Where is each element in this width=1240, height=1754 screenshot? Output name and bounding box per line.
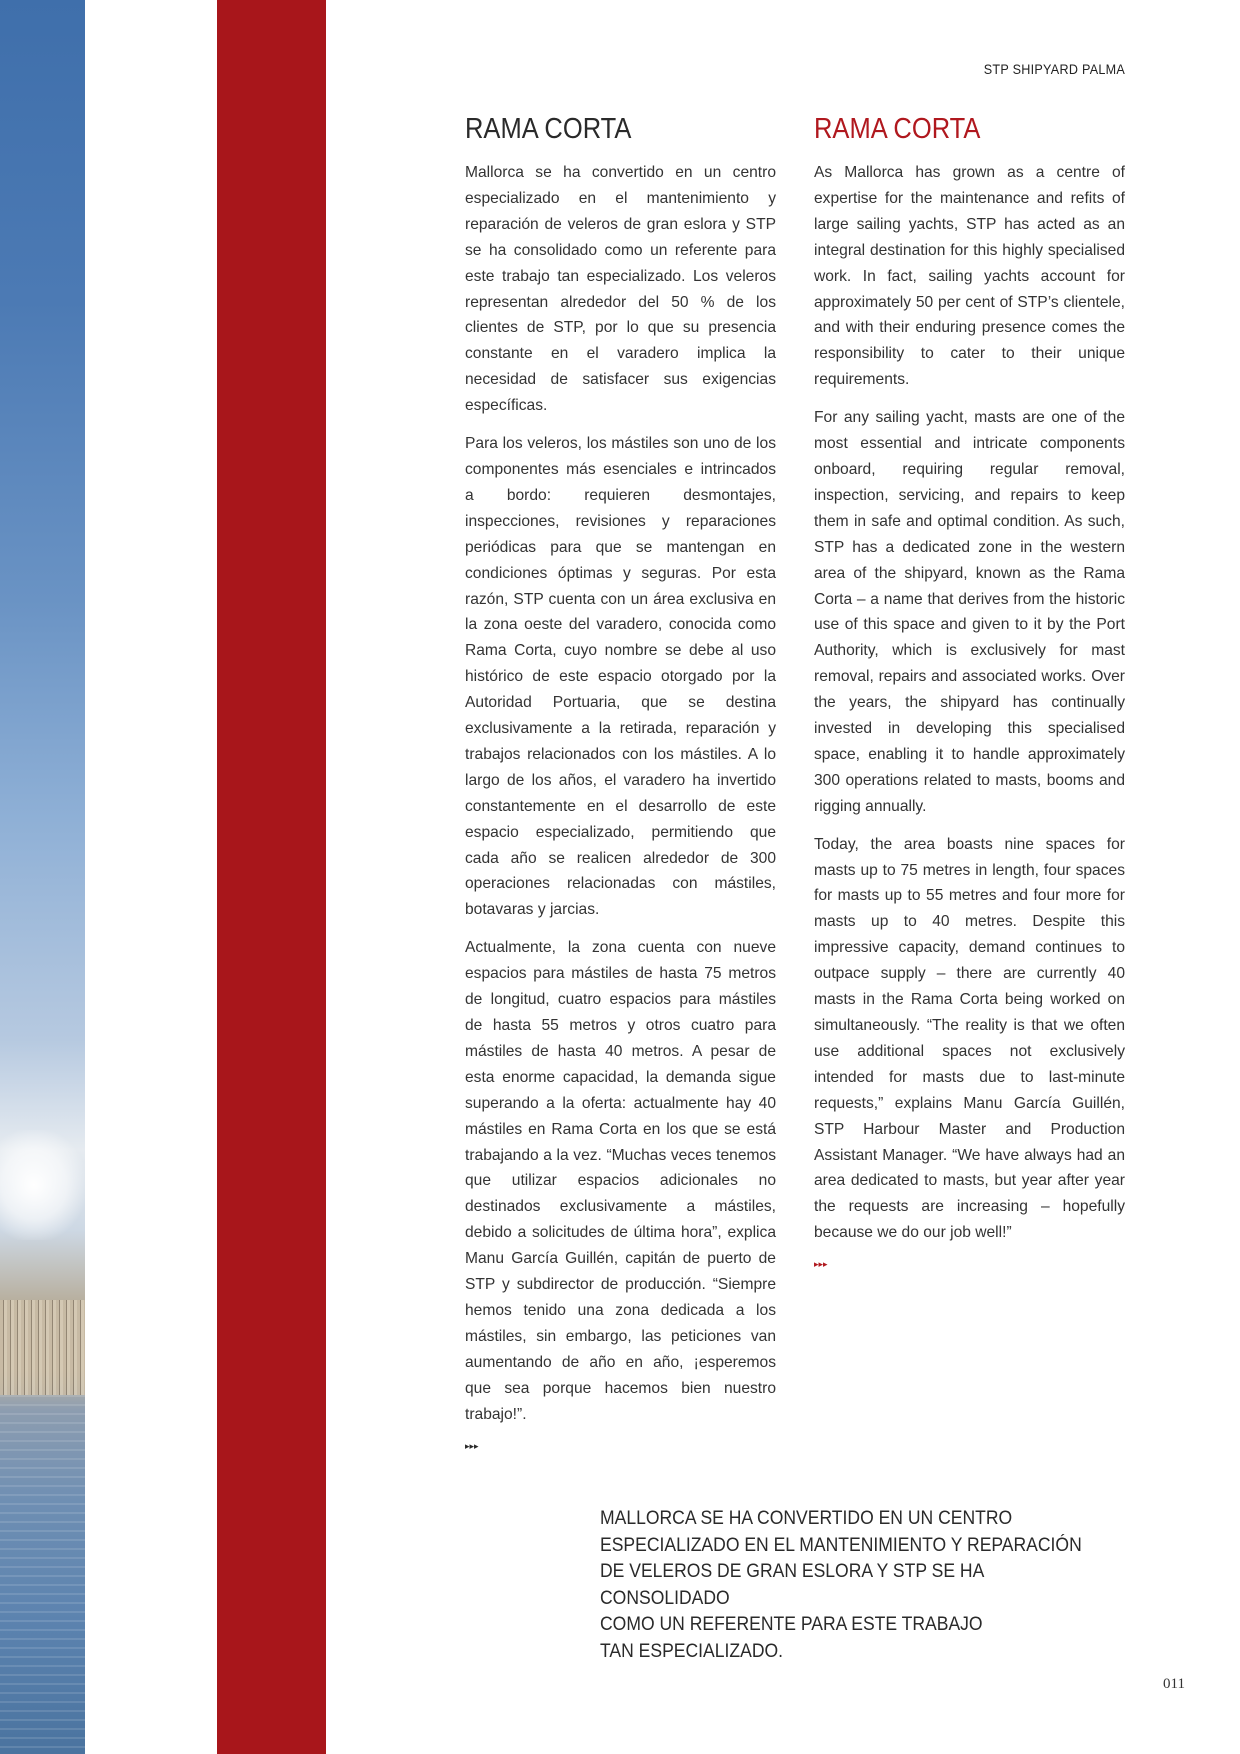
english-paragraph-3: Today, the area boasts nine spaces for masts up to 75 metres in length, four spaces for masts up to 55 metres and four more for masts up to 40 metres. Despite this impressive capacity, demand continues to outpace supply – there are currently 40 masts in the Rama Corta being worked on simultaneously. “The reality is that we often use additional spaces not exclusively intended for masts due to last-minute requests,” explains Manu García Guillén, STP Harbour Master and Production Assistant Manager. “We have always had an area dedicated to masts, but year after year the requests are increasing – hopefully because we do our job well!” [814,835,1125,1242]
spanish-column [465,113,776,1452]
red-accent-band [217,0,326,1754]
photo-marina-masts [0,1300,85,1395]
page-number: 011 [1163,1676,1185,1692]
english-end-mark-icon: ▸▸▸ [814,1259,828,1270]
spanish-title: RAMA CORTA [465,113,632,145]
spanish-paragraph-1: Mallorca se ha convertido en un centro especializado en el mantenimiento y reparación de veleros de gran eslora y STP se ha consolidado como un referente para este trabajo tan especializado. Los veleros representan alrededor del 50 % de los clientes de STP, por lo que su presencia constante en el varadero implica la necesidad de satisfacer sus exigencias específicas. [465,164,776,415]
english-column [814,113,1125,1270]
running-head: STP SHIPYARD PALMA [983,61,1125,77]
spanish-end-mark-icon: ▸▸▸ [465,1440,479,1451]
english-title: RAMA CORTA [814,113,981,145]
english-paragraph-2: For any sailing yacht, masts are one of the most essential and intricate components onboard, requiring regular removal, inspection, servicing, and repairs to keep them in safe and optimal condition. As such, STP has a dedicated zone in the western area of the shipyard, known as the Rama Corta – a name that derives from the historic use of this space and given to it by the Port Authority, which is exclusively for mast removal, repairs and associated works. Over the years, the shipyard has continually invested in developing this specialised space, enabling it to handle approximately 300 operations related to masts, booms and rigging annually. [814,409,1125,815]
pull-quote: MALLORCA SE HA CONVERTIDO EN UN CENTRO ESPECIALIZADO EN EL MANTENIMIENTO Y REPARACIÓN DE VELEROS DE GRAN ESLORA Y STP SE HA CONSOLIDADO COMO UN REFERENTE PARA ESTE TRABAJO TAN ESPECIALIZADO. [600,1507,1082,1662]
marina-photo-strip [0,0,85,1754]
photo-water [0,1395,85,1754]
spanish-paragraph-3: Actualmente, la zona cuenta con nueve espacios para mástiles de hasta 75 metros de longitud, cuatro espacios para mástiles de hasta 55 metros y otros cuatro para mástiles de hasta 40 metros. A pesar de esta enorme capacidad, la demanda sigue superando a la oferta: actualmente hay 40 mástiles en Rama Corta en los que se está trabajando a la vez. “Muchas veces tenemos que utilizar espacios adicionales no destinados exclusivamente a mástiles, debido a solicitudes de última hora”, explica Manu García Guillén, capitán de puerto de STP y subdirector de producción. “Siempre hemos tenido una zona dedicada a los mástiles, sin embargo, las peticiones van aumentando de año en año, ¡esperemos que sea porque hacemos bien nuestro trabajo!”. [465,939,776,1423]
english-paragraph-1: As Mallorca has grown as a centre of expertise for the maintenance and refits of large sailing yachts, STP has acted as an integral destination for this highly specialised work. In fact, sailing yachts account for approximately 50 per cent of STP’s clientele, and with their enduring presence comes the responsibility to cater to their unique requirements. [814,164,1125,389]
spanish-paragraph-2: Para los veleros, los mástiles son uno de los componentes más esenciales e intrincados a bordo: requieren desmontajes, inspecciones, revisiones y reparaciones periódicas para que se mantengan en condiciones óptimas y seguras. Por esta razón, STP cuenta con un área exclusiva en la zona oeste del varadero, conocida como Rama Corta, cuyo nombre se debe al uso histórico de este espacio otorgado por la Autoridad Portuaria, que se destina exclusivamente a la retirada, reparación y trabajos relacionados con los mástiles. A lo largo de los años, el varadero ha invertido constantemente en el desarrollo de este espacio especializado, permitiendo que cada año se realicen alrededor de 300 operaciones relacionadas con mástiles, botavaras y jarcias. [465,435,776,919]
photo-clouds [0,1130,85,1240]
